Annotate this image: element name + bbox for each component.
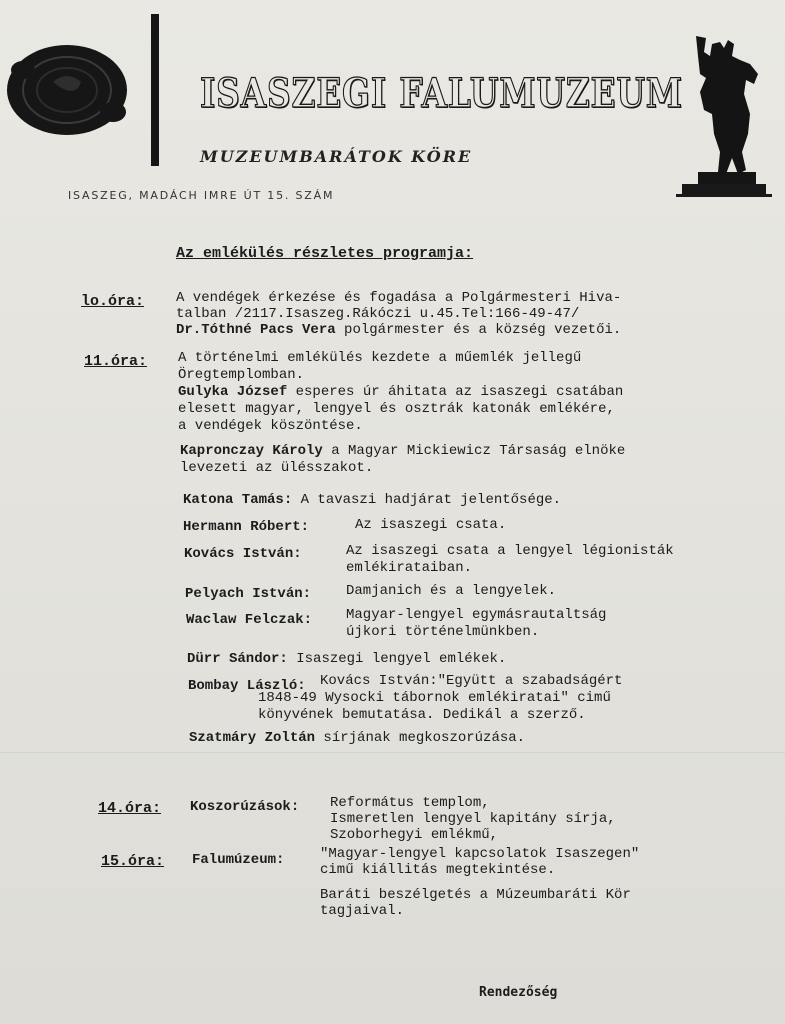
bombay-line-1: Kovács István:"Együtt a szabadságért [320,673,623,689]
museum-subtitle: MUZEUMBARÁTOK KÖRE [200,147,473,166]
museum-title: ISASZEGI FALUMUZEUM [200,70,683,117]
session-15-line-1: "Magyar-lengyel kapcsolatok Isaszegen" [320,846,640,862]
session-10-label: lo.óra: [81,293,145,310]
talk-title: Isaszegi lengyel emlékek. [296,651,507,667]
szatmary-name: Szatmáry Zoltán [189,730,316,746]
bombay-line-2: 1848-49 Wysocki tábornok emlékiratai" cimű [258,690,611,706]
session-15-title: Falumúzeum: [192,852,285,868]
gulyka-line-2: elesett magyar, lengyel és osztrák katonák emlékére, [178,401,615,417]
museum-address: ISASZEG, MADÁCH IMRE ÚT 15. SZÁM [68,189,335,202]
talk-speaker: Katona Tamás: [183,492,293,508]
bombay-line-3: könyvének bemutatása. Dedikál a szerző. [258,707,586,723]
kapronczay-line-1: Kapronczay Károly a Magyar Mickiewicz Társaság elnöke [180,443,626,459]
talk-title: A tavaszi hadjárat jelentősége. [300,492,562,508]
session-15-label: 15.óra: [101,853,165,870]
session-14-title: Koszorúzások: [190,799,300,815]
talk-speaker: Kovács István: [184,546,302,562]
talk-speaker: Hermann Róbert: [183,519,310,535]
talk-title: Az isaszegi csata a lengyel légionisták [346,543,674,559]
talk-title: Az isaszegi csata. [355,517,507,533]
wax-seal-logo [5,40,130,140]
session-15-line-4: tagjaival. [320,903,405,919]
gulyka-name: Gulyka József [178,384,288,400]
program-heading: Az emlékülés részletes programja: [176,245,474,262]
session-14-label: 14.óra: [98,800,162,817]
session-11-intro-line-2: Öregtemplomban. [178,367,305,383]
paper-fold-line [0,752,785,753]
kapronczay-line-2: levezeti az ülésszakot. [180,460,374,476]
talk-row [187,651,506,668]
talk-speaker: Pelyach István: [185,586,312,602]
talk-title-line-2: újkori történelmünkben. [346,624,540,640]
session-14-line-1: Református templom, [330,795,490,811]
mayor-name: Dr.Tóthné Pacs Vera [176,322,336,338]
session-11-label: 11.óra: [84,353,148,370]
talk-title: Damjanich és a lengyelek. [346,583,557,599]
talk-title-line-2: emlékirataiban. [346,560,473,576]
statue-silhouette-logo [676,34,772,202]
session-15-line-3: Baráti beszélgetés a Múzeumbaráti Kör [320,887,631,903]
gulyka-line-1: Gulyka József esperes úr áhitata az isaszegi csatában [178,384,624,400]
session-10-line-1: A vendégek érkezése és fogadása a Polgármesteri Hiva- [176,290,622,306]
kapronczay-name: Kapronczay Károly [180,443,323,459]
session-14-line-3: Szoborhegyi emlékmű, [330,827,499,843]
mayor-role: polgármester és a község vezetői. [335,322,622,338]
talk-speaker: Dürr Sándor: [187,651,288,667]
szatmary-line: Szatmáry Zoltán sírjának megkoszorúzása. [189,730,526,746]
gulyka-line-3: a vendégek köszöntése. [178,418,363,434]
organizer-signature: Rendezőség [479,985,558,1000]
session-10-line-3 [176,322,621,339]
session-11-intro-line-1: A történelmi emlékülés kezdete a műemlék jellegű [178,350,582,366]
session-14-line-2: Ismeretlen lengyel kapitány sírja, [330,811,616,827]
talk-speaker: Bombay László: [188,678,306,694]
talk-speaker: Waclaw Felczak: [186,612,313,628]
session-15-line-2: cimű kiállitás megtekintése. [320,862,556,878]
session-10-line-2: talban /2117.Isaszeg.Rákóczi u.45.Tel:166-49-47/ [176,306,580,322]
header-divider-bar [151,14,159,166]
talk-title: Magyar-lengyel egymásrautaltság [346,607,607,623]
talk-row [183,492,561,509]
